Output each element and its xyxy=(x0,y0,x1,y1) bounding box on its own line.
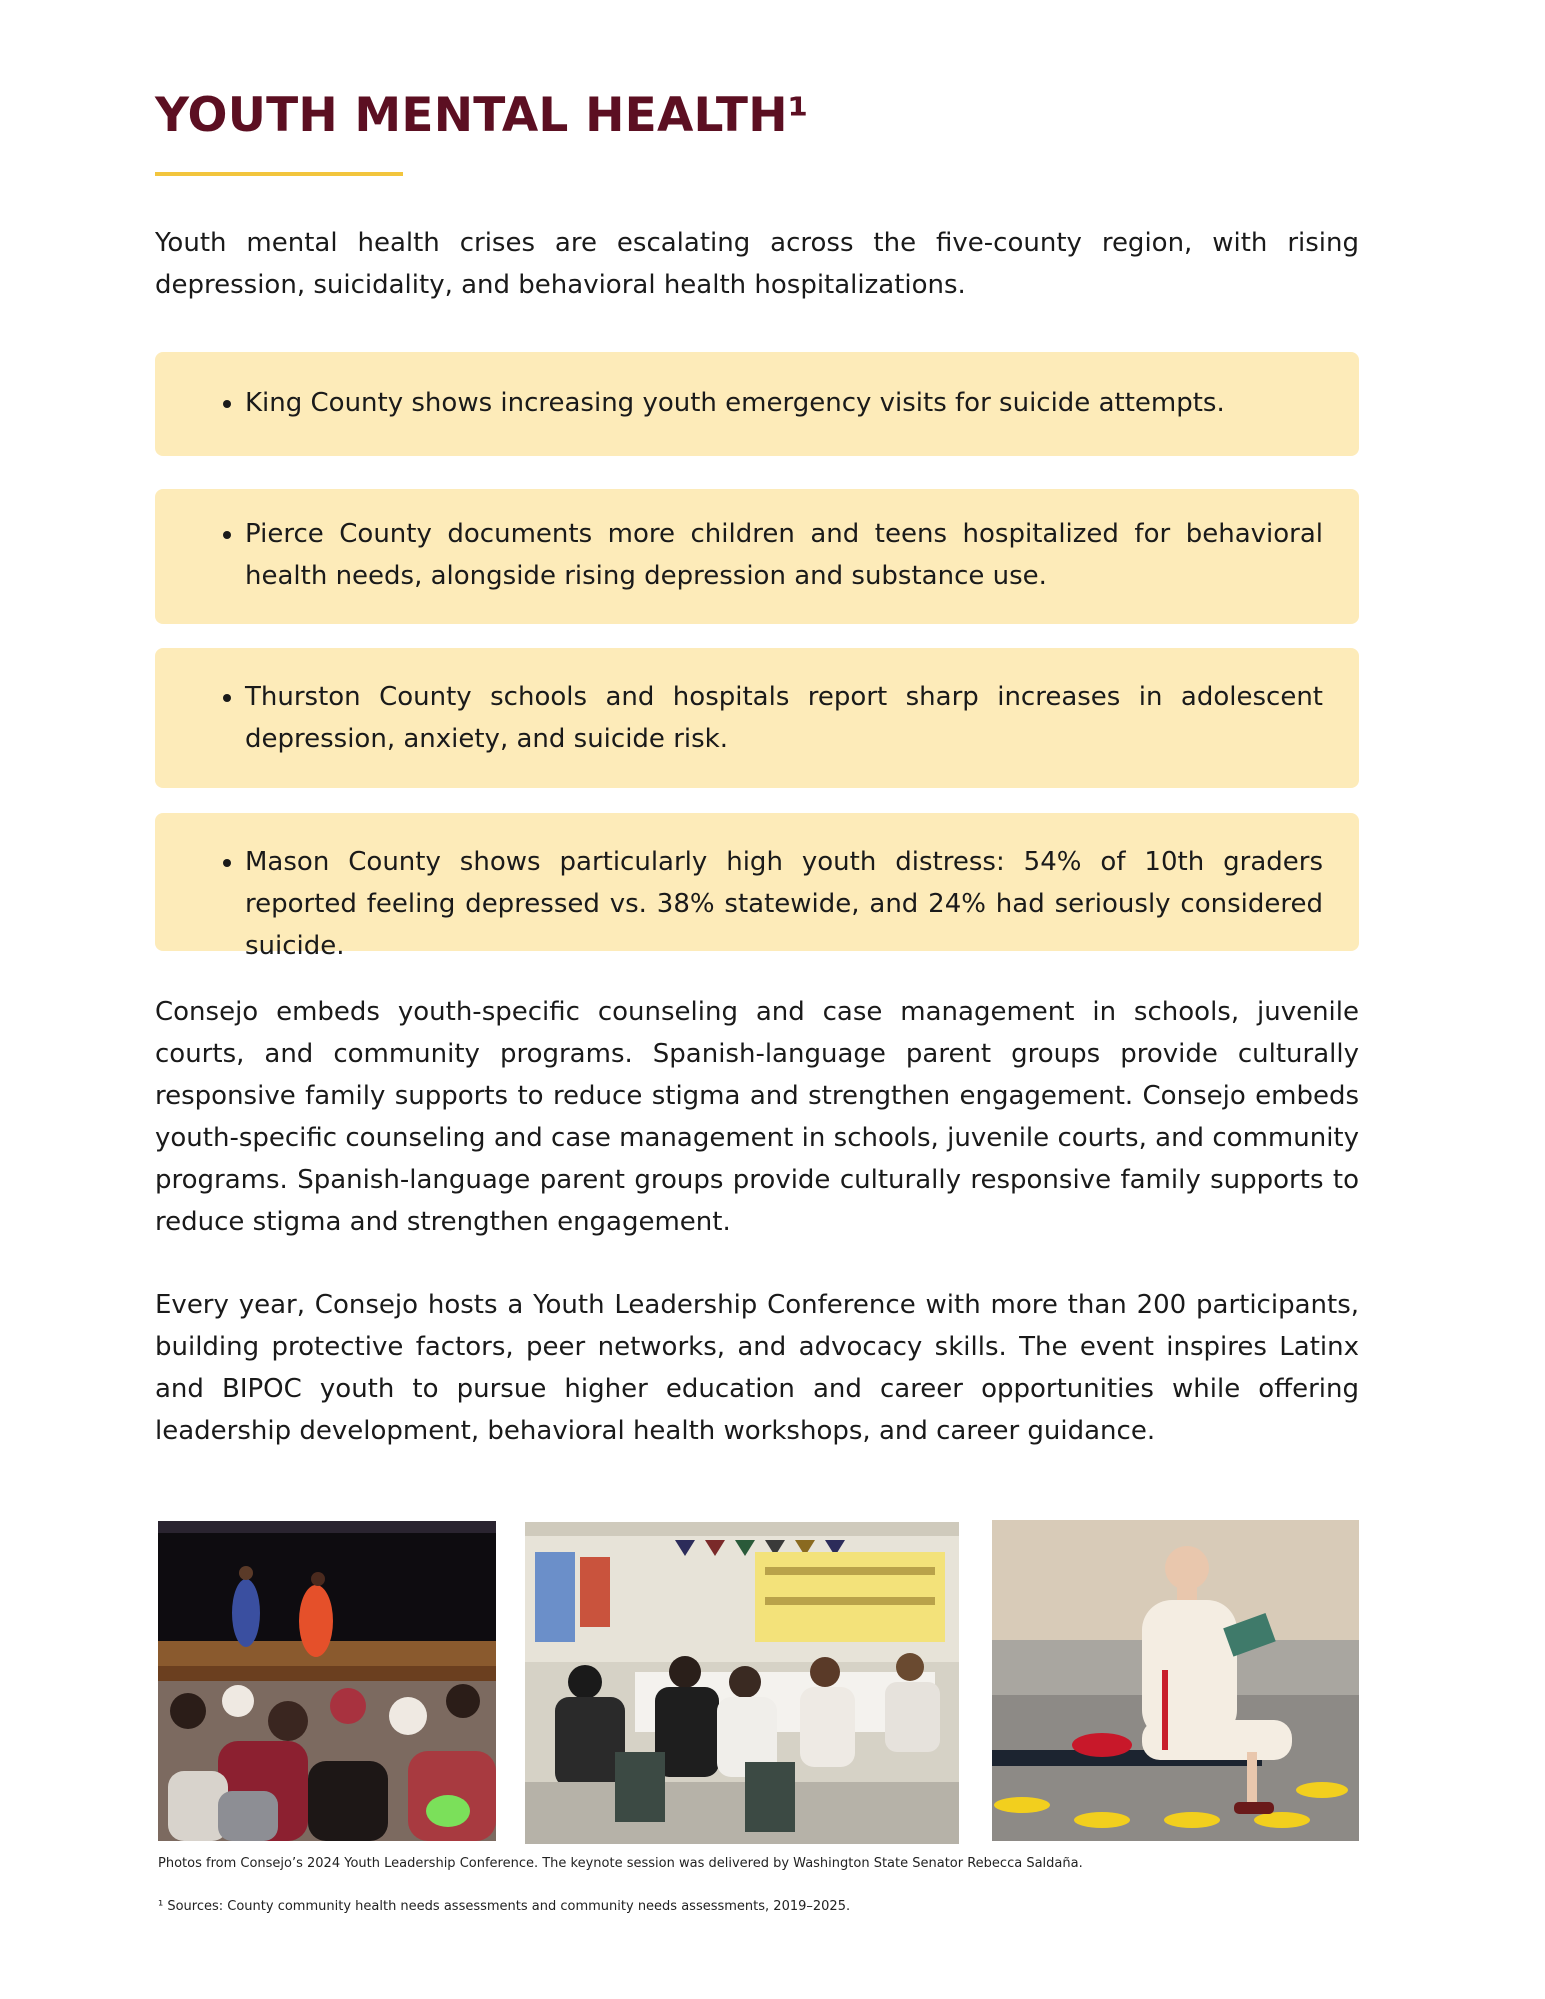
page-title: YOUTH MENTAL HEALTH¹ xyxy=(155,88,809,143)
callout-text: • Thurston County schools and hospitals report sharp increases in adolescent depression, anxiety, and suicide risk. xyxy=(245,676,1323,760)
intro-paragraph: Youth mental health crises are escalating across the five-county region, with rising depression, suicidality, and behavioral health hospitalizations. xyxy=(155,228,1359,300)
callout-text: • Pierce County documents more children and teens hospitalized for behavioral health needs, alongside rising depression and substance use. xyxy=(245,513,1323,597)
title-underline xyxy=(155,172,403,176)
conference-stage-photo xyxy=(158,1521,496,1841)
keynote-speaker-photo xyxy=(992,1520,1359,1841)
callout-text: • King County shows increasing youth emergency visits for suicide attempts. xyxy=(245,382,1323,424)
callout-text: • Mason County shows particularly high youth distress: 54% of 10th graders reported feeling depressed vs. 38% statewide, and 24% had seriously considered suicide. xyxy=(245,841,1323,967)
consejo-services-paragraph: Consejo embeds youth-specific counseling and case management in schools, juvenile courts, and community programs. Spanish-language parent groups provide culturally responsive family supports to reduce stigma and strengthen engagement. Consejo embeds youth-specific counseling and case management in schools, juvenile courts, and community programs. Spanish-language parent groups provide culturally responsive family supports to reduce stigma and strengthen engagement. xyxy=(155,997,1359,1237)
photo-caption: Photos from Consejo’s 2024 Youth Leadership Conference. The keynote session was delivered by Washington State Senator Rebecca Saldaña. xyxy=(158,1856,1083,1871)
sources-footnote: ¹ Sources: County community health needs assessments and community needs assessments, 2019–2025. xyxy=(158,1899,851,1914)
callout-mason-county xyxy=(155,813,1359,961)
callout-pierce-county xyxy=(155,489,1359,624)
callout-thurston-county xyxy=(155,648,1359,788)
classroom-workshop-photo xyxy=(525,1522,959,1844)
leadership-conference-paragraph: Every year, Consejo hosts a Youth Leadership Conference with more than 200 participants, building protective factors, peer networks, and advocacy skills. The event inspires Latinx and BIPOC youth to pursue higher education and career opportunities while offering leadership development, behavioral health workshops, and career guidance. xyxy=(155,1290,1359,1446)
callout-king-county xyxy=(155,352,1359,456)
